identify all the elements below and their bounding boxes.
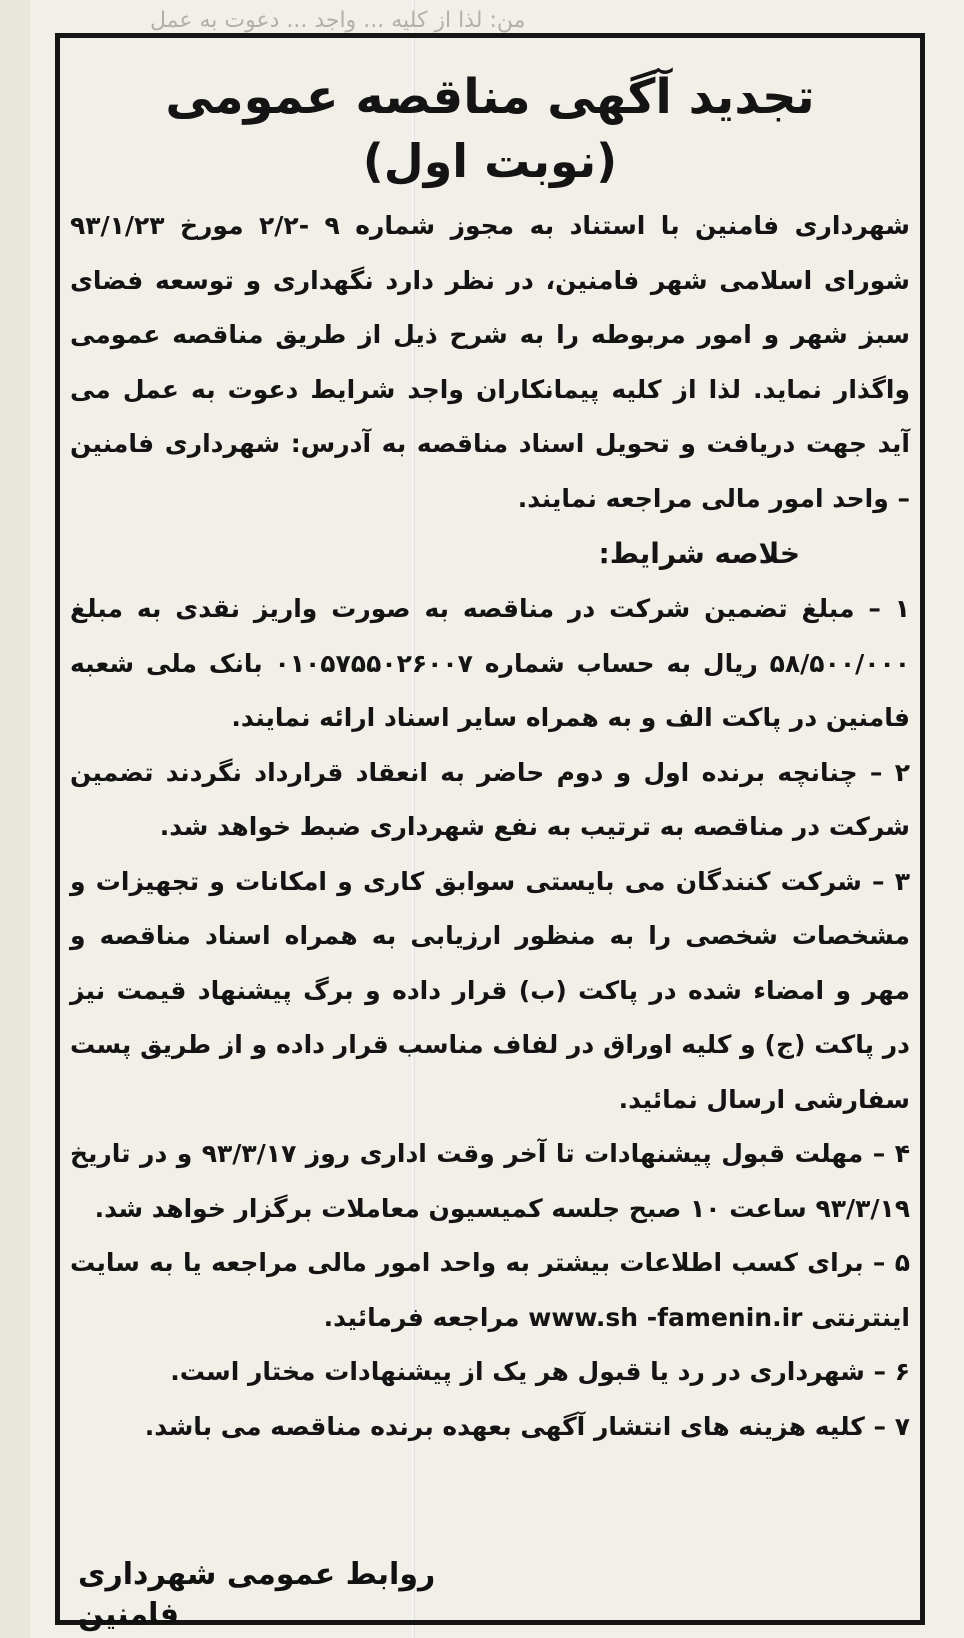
notice-subtitle: (نوبت اول) (362, 134, 618, 188)
condition-item: ۱ – مبلغ تضمین شرکت در مناقصه به صورت واریز نقدی به مبلغ ۵۸/۵۰۰/۰۰۰ ریال به حساب شماره ۰۱۰۵۷۵۵۰۲۶۰۰۷ بانک ملی شعبه فامنین در پاکت الف و به همراه سایر اسناد ارائه نمایند. (70, 594, 910, 732)
notice-body (70, 65, 910, 1454)
condition-item: ۵ – برای کسب اطلاعات بیشتر به واحد امور مالی مراجعه یا به سایت اینترنتی www.sh -famenin.ir مراجعه فرمائید. (70, 1248, 910, 1332)
notice-title: تجدید آگهی مناقصه عمومی (165, 69, 815, 125)
conditions-heading: خلاصه شرایط: (598, 537, 800, 570)
condition-item: ۳ – شرکت کنندگان می بایستی سوابق کاری و امکانات و تجهیزات و مشخصات شخصی را به منظور ارزیابی به همراه اسناد مناقصه و مهر و امضاء شده در پاکت (ب) قرار داده و برگ پیشنهاد قیمت نیز در پاکت (ج) و کلیه اوراق در لفاف مناسب قرار داده و از طریق پست سفارشی ارسال نمائید. (70, 866, 910, 1114)
intro-paragraph: شهرداری فامنین با استناد به مجوز شماره ۹ -۲/۲ مورخ ۹۳/۱/۲۳ شورای اسلامی شهر فامنین، در نظر دارد نگهداری و توسعه فضای سبز شهر و امور مربوطه را به شرح ذیل از طریق مناقصه عمومی واگذار نماید. لذا از کلیه پیمانکاران واجد شرایط دعوت به عمل می آید جهت دریافت و تحویل اسناد مناقصه به آدرس: شهرداری فامنین – واحد امور مالی مراجعه نمایند. (70, 211, 910, 513)
condition-item: ۷ – کلیه هزینه های انتشار آگهی بعهده برنده مناقصه می باشد. (144, 1411, 910, 1441)
header-scrap-text: من: لذا از کلیه ... واجد ... دعوت به عمل (150, 8, 526, 33)
condition-item: ۴ – مهلت قبول پیشنهادات تا آخر وقت اداری روز ۹۳/۳/۱۷ و در تاریخ ۹۳/۳/۱۹ ساعت ۱۰ صبح جلسه کمیسیون معاملات برگزار خواهد شد. (70, 1139, 910, 1223)
condition-item: ۶ – شهرداری در رد یا قبول هر یک از پیشنهادات مختار است. (170, 1357, 910, 1386)
signature-line: روابط عمومی شهرداری فامنین (78, 1557, 436, 1632)
condition-item: ۲ – چنانچه برنده اول و دوم حاضر به انعقاد قرارداد نگردند تضمین شرکت در مناقصه به ترتیب به نفع شهرداری ضبط خواهد شد. (70, 757, 910, 841)
